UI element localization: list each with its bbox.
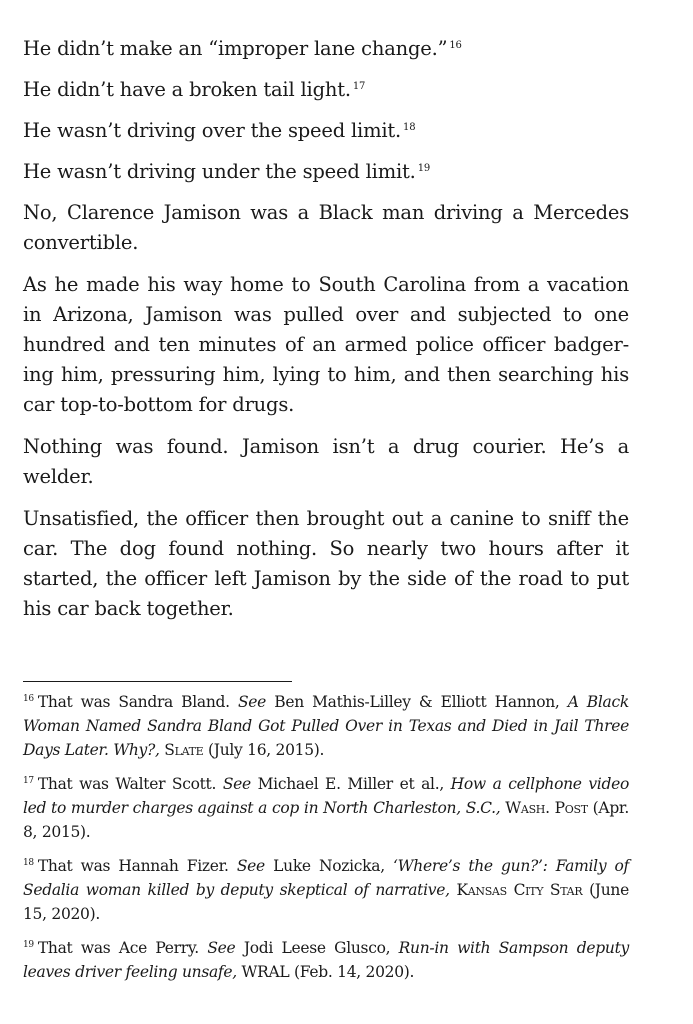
paragraph-nothing-found: Nothing was found. Jamison isn’t a drug courier. He’s a welder. <box>23 435 629 488</box>
main-text <box>23 34 629 636</box>
footnote-18: $^{18}$ That was Hannah Fizer. See Luke Nozicka, ‘Where’s the gun?’: Family of Sedalia woman killed by deputy skeptical of narrative, Kansas City Star (June 15, 2020). <box>23 857 629 923</box>
footnote-16: $^{16}$ That was Sandra Bland. See Ben Mathis-Lilley & Elliott Hannon, A Black Woman Named Sandra Bland Got Pulled Over in Texas and Died in Jail Three Days Later. Why?, Slate (July 16, 2015). <box>23 693 629 759</box>
paragraph-over-limit: He wasn’t driving over the speed limit. $^{18}$ <box>23 119 416 142</box>
footnote-ref-17[interactable]: 17 <box>352 80 366 92</box>
paragraph-tail-light: He didn’t have a broken tail light. $^{17}$ <box>23 78 366 101</box>
paragraph-lane-change: He didn’t make an “improper lane change.” $^{16}$ <box>23 37 462 60</box>
footnote-ref-18[interactable]: 18 <box>403 121 416 133</box>
footnotes <box>23 690 629 994</box>
paragraph-jamison: No, Clarence Jamison was a Black man driving a Mercedes convertible. <box>23 201 629 254</box>
footnote-19: $^{19}$ That was Ace Perry. See Jodi Leese Glusco, Run-in with Sampson deputy leaves driver feeling unsafe, WRAL (Feb. 14, 2020). <box>23 939 629 981</box>
source-slate: Slate <box>164 741 204 759</box>
paragraph-under-limit: He wasn’t driving under the speed limit. $^{19}$ <box>23 160 431 183</box>
footnote-ref-16[interactable]: 16 <box>449 39 462 51</box>
footnote-ref-19[interactable]: 19 <box>417 162 431 174</box>
source-kansas-city-star: Kansas City Star <box>456 881 583 899</box>
paragraph-pulled-over: As he made his way home to South Carolina from a vacation in Arizona, Jamison was pulled over and subjected to one hundred and ten minutes of an armed police officer badger-ing him, pressuring him, lying to him, and then searching his car top-to-bottom for drugs. <box>23 273 629 416</box>
paragraph-canine: Unsatisfied, the officer then brought out a canine to sniff the car. The dog found nothing. So nearly two hours after it started, the officer left Jamison by the side of the road to put his car back together. <box>23 507 629 620</box>
footnote-divider <box>23 681 292 682</box>
source-wash-post: Wash. Post <box>505 799 588 817</box>
footnote-17: $^{17}$ That was Walter Scott. See Michael E. Miller et al., How a cellphone video led to murder charges against a cop in North Charleston, S.C., Wash. Post (Apr. 8, 2015). <box>23 775 629 841</box>
source-wral: WRAL <box>241 963 290 981</box>
